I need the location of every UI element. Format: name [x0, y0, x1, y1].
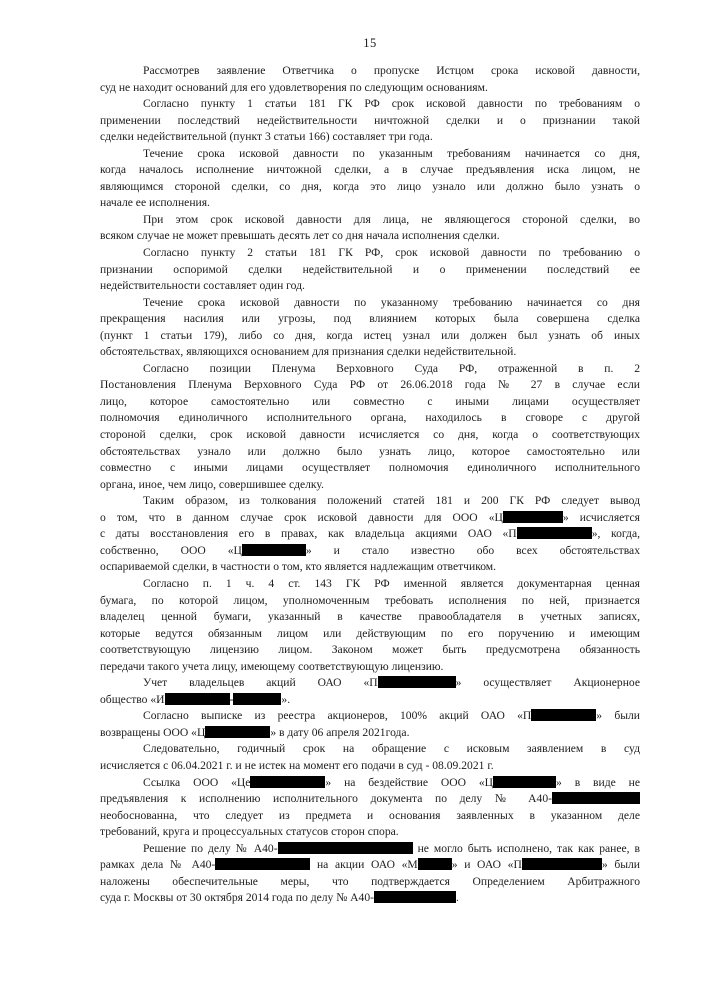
redaction-bar [493, 776, 556, 788]
text-line: о том, что в данном случае срок исковой давности для ООО «Ц » исчисляется [100, 510, 640, 524]
text-line: прекращения насилия или угрозы, под влиянием которых была совершена сделка [100, 312, 640, 326]
text-line: бумага, по которой лицом, уполномоченным требовать исполнения по ней, признается [100, 593, 640, 607]
text-line: когда началось исполнение ничтожной сделки, а в случае предъявления иска лицом, не [100, 163, 640, 177]
redaction-bar [233, 693, 281, 705]
text-line: совместно с иными лицами осуществляет полномочия единоличного исполнительного [100, 461, 640, 475]
document-body [100, 63, 640, 907]
text-line: Течение срока исковой давности по указанному требованию начинается со дня [143, 295, 640, 309]
text-line: лицо, которое самостоятельно или совместно с иными лицами осуществляет [100, 394, 640, 408]
text-line: суд не находит оснований для его удовлетворения по следующим основаниям. [100, 80, 488, 94]
redaction-bar [250, 776, 325, 788]
text-line: органа, иное, чем лицо, совершившее сделку. [100, 477, 324, 491]
text-line: требований, круга и процессуальных статусов сторон спора. [100, 825, 399, 839]
paragraph [100, 675, 640, 708]
paragraph [100, 63, 640, 96]
text-line: обстоятельствах, являющихся основанием для признания сделки недействительной. [100, 345, 517, 359]
text-line: Течение срока исковой давности по указанным требованиям начинается со дня, [143, 146, 640, 160]
paragraph [100, 741, 640, 774]
text-line: Рассмотрев заявление Ответчика о пропуске Истцом срока исковой давности, [143, 64, 640, 77]
paragraph [100, 708, 640, 741]
redaction-bar [242, 544, 306, 556]
text-line: При этом срок исковой давности для лица, не являющегося стороной сделки, во [143, 212, 640, 226]
paragraph [100, 493, 640, 576]
text-line: необоснованна, что следует из предмета и основания заявленных в указанном деле [100, 808, 640, 822]
redaction-bar [378, 676, 456, 688]
text-line: (пункт 1 статьи 179), либо со дня, когда истец узнал или должен был узнать об иных [100, 328, 640, 342]
paragraph [100, 576, 640, 675]
text-line: рамках дела № А40- на акции ОАО «М » и ОАО «П » были [100, 858, 640, 872]
text-line: начале ее исполнения. [100, 196, 210, 210]
redaction-bar [205, 726, 270, 738]
text-line: Согласно позиции Пленума Верховного Суда РФ, отраженной в п. 2 [143, 361, 640, 375]
text-line: Постановления Пленума Верховного Суда РФ от 26.06.2018 года № 27 в случае если [100, 378, 640, 392]
text-line: Учет владельцев акций ОАО «П » осуществляет Акционерное [143, 676, 640, 690]
redaction-bar [374, 891, 456, 903]
text-line: обстоятельствах узнало или должно было узнать лицо, которое самостоятельно или [100, 444, 640, 458]
text-line: всяком случае не может превышать десять лет со дня начала исполнения сделки. [100, 229, 500, 243]
text-line: передачи такого учета лицу, имеющему соответствующую лицензию. [100, 659, 444, 673]
paragraph [100, 361, 640, 493]
paragraph [100, 245, 640, 295]
text-line: Ссылка ООО «Це » на бездействие ООО «Ц » в виде не [143, 775, 641, 789]
text-line: Следовательно, годичный срок на обращение с исковым заявлением в суд [143, 742, 640, 756]
text-line: полномочия единоличного исполнительного органа, находилось в сговоре с другой [100, 411, 640, 425]
text-line: наложены обеспечительные меры, что подтверждается Определением Арбитражного [100, 874, 640, 888]
text-line: оспариваемой сделки, в частности о том, кто является надлежащим ответчиком. [100, 560, 497, 574]
paragraph [100, 841, 640, 907]
text-line: Согласно п. 1 ч. 4 ст. 143 ГК РФ именной является документарная ценная [143, 576, 640, 590]
text-line: сделки недействительной (пункт 3 статьи 166) составляет три года. [100, 130, 433, 144]
redaction-bar [531, 709, 596, 721]
redaction-bar [278, 842, 413, 854]
paragraph [100, 96, 640, 146]
text-line: являющимся стороной сделки, со дня, когда это лицо узнало или должно было узнать о [100, 179, 640, 193]
text-line: применении последствий недействительности ничтожной сделки и о признании такой [100, 113, 640, 127]
paragraph [100, 212, 640, 245]
text-line: возвращены ООО «Ц » в дату 06 апреля 2021года. [100, 725, 410, 739]
text-line: исчисляется с 06.04.2021 г. и не истек на момент его подачи в суд - 08.09.2021 г. [100, 758, 494, 772]
text-line: Решение по делу № А40- не могло быть исполнено, так как ранее, в [143, 841, 641, 855]
text-line: с даты восстановления его в правах, как владельца акциями ОАО «П », когда, [100, 527, 640, 541]
paragraph [100, 775, 640, 841]
paragraph [100, 146, 640, 212]
text-line: владелец ценной бумаги, указанный в качестве правообладателя в учетных записях, [100, 610, 640, 624]
text-line: Согласно пункту 2 статьи 181 ГК РФ, срок исковой давности по требованию о [143, 246, 640, 260]
text-line: собственно, ООО «Ц » и стало известно обо всех обстоятельствах [100, 543, 640, 557]
paragraph [100, 295, 640, 361]
text-line: суда г. Москвы от 30 октября 2014 года по делу № А40- . [100, 891, 459, 905]
page-number: 15 [363, 36, 377, 50]
redaction-bar [165, 693, 230, 705]
redaction-bar [517, 527, 592, 539]
text-line: Согласно пункту 1 статьи 181 ГК РФ срок исковой давности по требованиям о [143, 97, 640, 111]
text-line: Согласно выписке из реестра акционеров, 100% акций ОАО «П » были [143, 709, 641, 723]
text-line: предъявления к исполнению исполнительного документа по делу № А40- [100, 791, 640, 808]
text-line: общество «И - ». [100, 692, 291, 706]
text-line: признании оспоримой сделки недействительной и о применении последствий ее [100, 262, 640, 276]
redaction-bar [522, 858, 602, 870]
text-line: соответствующую лицензию лицом. Законом может быть предусмотрена обязанность [100, 643, 640, 657]
redaction-bar [418, 858, 452, 870]
text-line: которые ведутся обязанным лицом или действующим по его поручению и имеющим [100, 626, 640, 640]
redaction-bar [552, 792, 640, 804]
text-line: стороной сделки, срок исковой давности исчисляется со дня, когда о соответствующих [100, 428, 640, 442]
text-line: Таким образом, из толкования положений статей 181 и 200 ГК РФ следует вывод [143, 494, 640, 508]
redaction-bar [215, 858, 310, 870]
redaction-bar [503, 511, 563, 523]
text-line: недействительности составляет один год. [100, 279, 305, 293]
